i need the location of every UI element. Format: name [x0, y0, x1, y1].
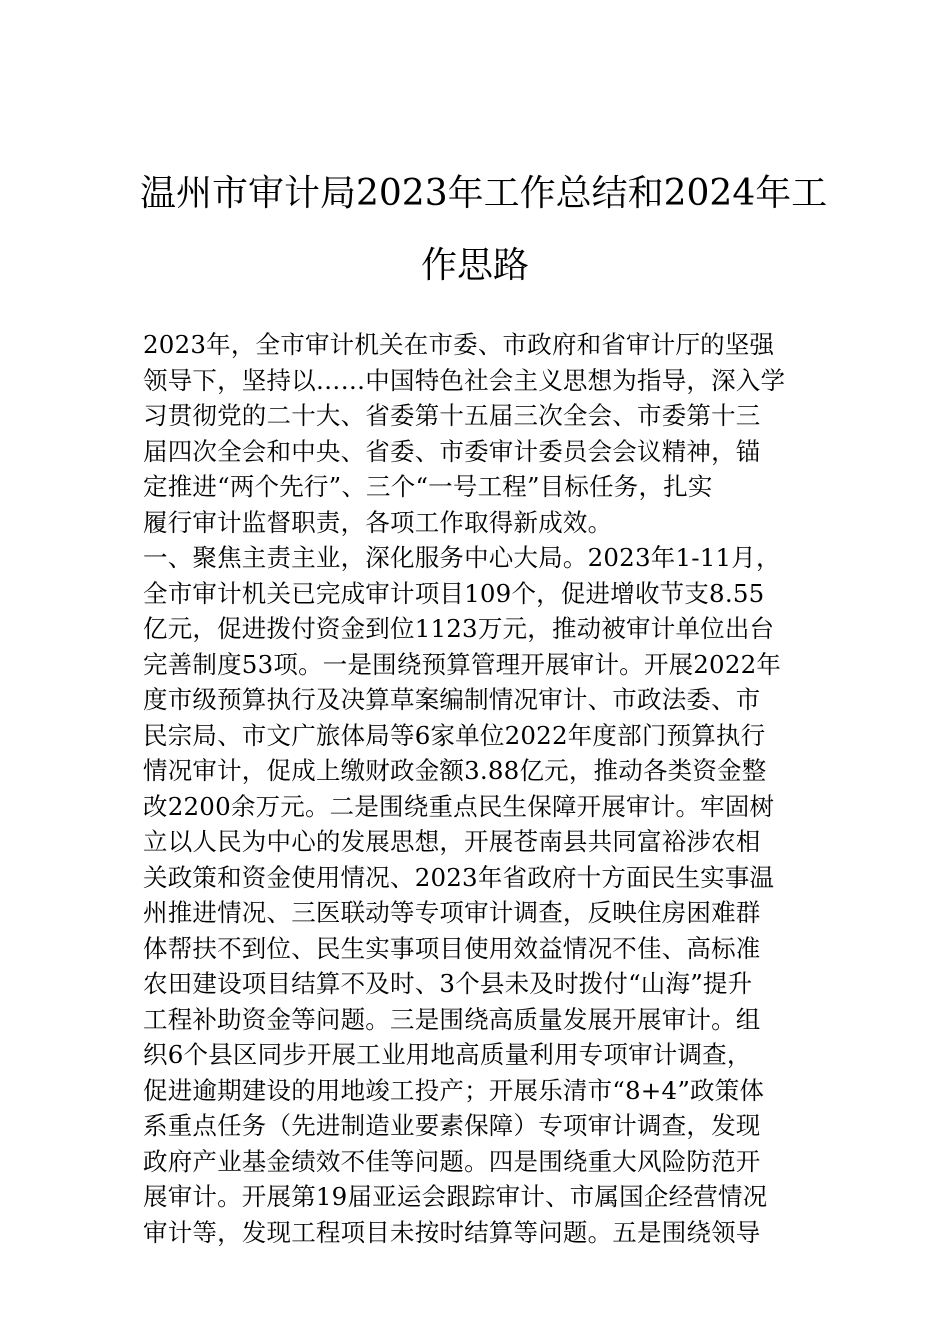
title-line-1: 温州市审计局2023年工作总结和2024年工: [140, 173, 828, 214]
body-line: 届四次全会和中央、省委、市委审计委员会会议精神，锚: [143, 436, 761, 466]
body-line: 亿元，促进拨付资金到位1123万元，推动被审计单位出台: [143, 614, 775, 643]
body-line: 工程补助资金等问题。三是围绕高质量发展开展审计。组: [143, 1004, 761, 1034]
body-line: 织6个县区同步开展工业用地高质量利用专项审计调查，: [143, 1040, 752, 1069]
body-line: 促进逾期建设的用地竣工投产；开展乐清市“8+4”政策体: [143, 1075, 765, 1105]
body-line: 民宗局、市文广旅体局等6家单位2022年度部门预算执行: [143, 720, 766, 750]
document-body: [143, 327, 828, 1250]
body-line: 一、聚焦主责主业，深化服务中心大局。2023年1-11月，: [143, 543, 781, 572]
body-line: 习贯彻党的二十大、省委第十五届三次全会、市委第十三: [143, 401, 761, 430]
body-line: 体帮扶不到位、民生实事项目使用效益情况不佳、高标准: [143, 933, 761, 963]
body-line: 农田建设项目结算不及时、3个县未及时拨付“山海”提升: [143, 969, 753, 998]
body-line: 改2200余万元。二是围绕重点民生保障开展审计。牢固树: [143, 791, 775, 821]
body-line: 展审计。开展第19届亚运会跟踪审计、市属国企经营情况: [143, 1182, 768, 1211]
body-line: 系重点任务（先进制造业要素保障）专项审计调查，发现: [143, 1111, 761, 1140]
body-line: 政府产业基金绩效不佳等问题。四是围绕重大风险防范开: [143, 1146, 761, 1176]
body-line: 州推进情况、三医联动等专项审计调查，反映住房困难群: [143, 898, 761, 927]
body-line: 度市级预算执行及决算草案编制情况审计、市政法委、市: [143, 685, 761, 714]
body-line: 全市审计机关已完成审计项目109个，促进增收节支8.55: [143, 578, 765, 608]
body-line: 关政策和资金使用情况、2023年省政府十方面民生实事温: [143, 862, 775, 892]
body-line: 立以人民为中心的发展思想，开展苍南县共同富裕涉农相: [143, 827, 761, 856]
body-line: 完善制度53项。一是围绕预算管理开展审计。开展2022年: [143, 649, 782, 679]
body-line: 领导下，坚持以……中国特色社会主义思想为指导，深入学: [143, 365, 786, 395]
body-line: 履行审计监督职责，各项工作取得新成效。: [143, 507, 613, 537]
document-title: [140, 158, 828, 302]
body-line: 情况审计，促成上缴财政金额3.88亿元，推动各类资金整: [143, 756, 767, 785]
title-line-2: 作思路: [420, 245, 529, 286]
body-line: 审计等，发现工程项目未按时结算等问题。五是围绕领导: [143, 1217, 761, 1247]
body-line: 定推进“两个先行”、三个“一号工程”目标任务，扎实: [143, 472, 713, 501]
body-line: 2023年，全市审计机关在市委、市政府和省审计厅的坚强: [143, 330, 775, 359]
